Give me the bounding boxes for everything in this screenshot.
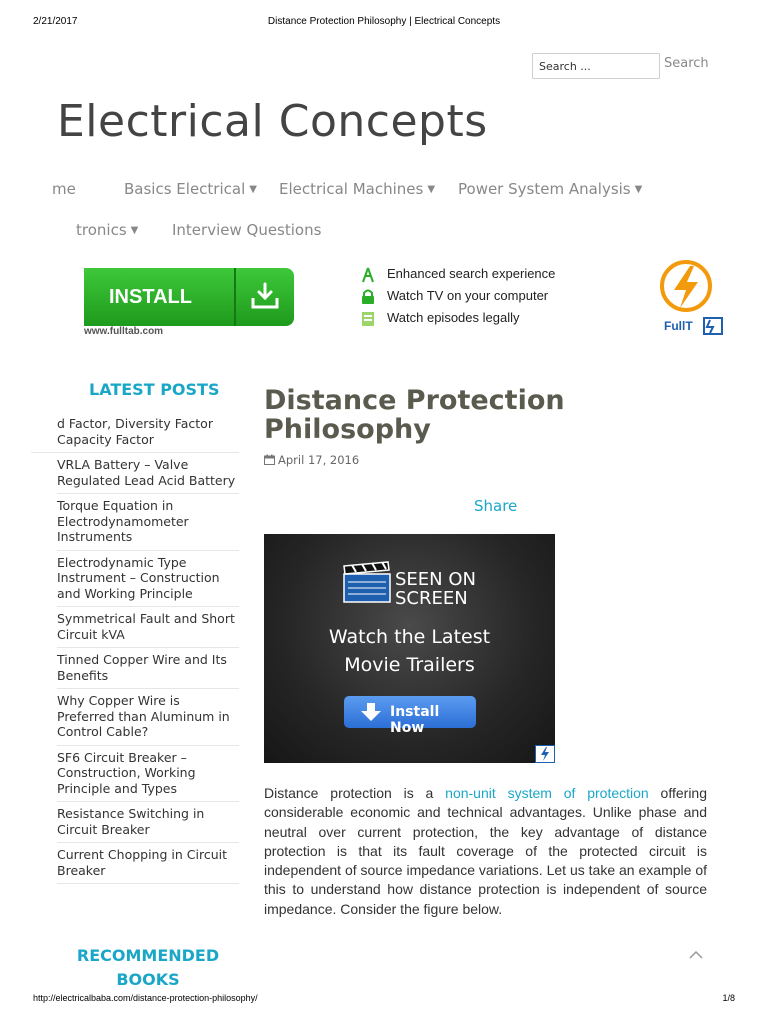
antenna-icon — [359, 267, 377, 283]
sidebar-post-item[interactable]: Symmetrical Fault and Short Circuit kVA — [57, 607, 239, 648]
sidebar-post-item[interactable]: Why Copper Wire is Preferred than Aluminum in Control Cable? — [57, 689, 239, 746]
nav-item-electronics[interactable]: tronics ▼ — [76, 221, 139, 239]
calendar-icon — [264, 454, 275, 465]
sidebar-post-item[interactable]: SF6 Circuit Breaker – Construction, Working Principle and Types — [57, 746, 239, 803]
ad-feature-search: Enhanced search experience — [359, 266, 555, 283]
article-title: Distance Protection Philosophy — [264, 385, 565, 445]
fullt-mini-icon — [535, 745, 555, 763]
install-now-button[interactable]: Install Now — [344, 696, 476, 728]
print-footer-url: http://electricalbaba.com/distance-protection-philosophy/ — [33, 993, 258, 1003]
non-unit-protection-link[interactable]: non-unit system of protection — [445, 785, 649, 801]
latest-posts-heading: LATEST POSTS — [89, 380, 220, 399]
ad-feature-episodes: Watch episodes legally — [359, 310, 519, 327]
seen-on-screen-brand: SEEN ON SCREEN — [395, 569, 476, 609]
sidebar-post-item[interactable]: Resistance Switching in Circuit Breaker — [57, 802, 239, 843]
print-page-number: 1/8 — [722, 993, 735, 1003]
nav-item-power-system-analysis[interactable]: Power System Analysis ▼ — [458, 180, 643, 198]
caret-down-icon: ▼ — [427, 184, 436, 195]
document-icon — [359, 311, 377, 327]
down-arrow-icon — [360, 702, 382, 722]
print-title: Distance Protection Philosophy | Electrical Concepts — [267, 16, 501, 27]
search-input[interactable] — [532, 53, 660, 79]
caret-down-icon: ▼ — [634, 184, 643, 195]
caret-down-icon: ▼ — [249, 184, 257, 195]
clapperboard-icon — [342, 560, 392, 604]
caret-down-icon: ▼ — [130, 225, 139, 236]
site-title-wrap — [57, 96, 760, 160]
main-nav-row-1 — [52, 180, 724, 206]
install-button-label: INSTALL — [109, 286, 192, 308]
video-ad-headline: Watch the Latest Movie Trailers — [328, 626, 491, 676]
lock-icon — [359, 289, 377, 305]
seen-on-screen-ad[interactable] — [264, 534, 555, 763]
sidebar-post-item[interactable]: Torque Equation in Electrodynamometer Instruments — [57, 494, 239, 551]
sidebar-post-item[interactable]: VRLA Battery – Valve Regulated Lead Acid Battery — [57, 453, 239, 494]
ad-feature-tv: Watch TV on your computer — [359, 288, 548, 305]
sidebar-post-item[interactable]: Electrodynamic Type Instrument – Construction and Working Principle — [57, 551, 239, 608]
post-date: April 17, 2016 — [264, 453, 359, 467]
download-tray-icon — [250, 282, 280, 310]
article-intro-paragraph: Distance protection is a non-unit system of protection offering considerable economic and technical advantages. Unlike phase and neutral over current protection, the key advantage of distance protection is that its fault coverage of the protected circuit is independent of source impedance variations. Let us take an example of this to understand how distance protection is independent of source impedance. Consider the figure below. — [264, 785, 708, 917]
fulltab-url: www.fulltab.com — [84, 326, 164, 337]
site-title[interactable]: Electrical Concepts — [57, 96, 488, 147]
sidebar-post-item[interactable]: Tinned Copper Wire and Its Benefits — [57, 648, 239, 689]
search-button[interactable]: Search — [664, 56, 709, 71]
recommended-books-heading: RECOMMENDED BOOKS — [76, 946, 220, 989]
nav-item-electrical-machines[interactable]: Electrical Machines ▼ — [279, 180, 436, 198]
fullt-logo — [660, 258, 724, 338]
print-date: 2/21/2017 — [33, 16, 78, 27]
sidebar-post-item[interactable]: Current Chopping in Circuit Breaker — [57, 843, 239, 884]
install-divider — [234, 268, 236, 326]
nav-item-basics-electrical[interactable]: Basics Electrical ▼ — [124, 180, 257, 198]
sidebar-post-item[interactable]: d Factor, Diversity Factor Capacity Factor — [31, 412, 239, 453]
main-nav-row-2 — [76, 221, 724, 247]
fullt-logo-text: FullT — [664, 319, 693, 333]
share-link[interactable]: Share — [474, 497, 518, 515]
install-button[interactable] — [84, 268, 294, 326]
fulltab-ad-banner — [84, 256, 724, 338]
latest-posts-list — [57, 412, 239, 884]
scroll-to-top-icon[interactable] — [688, 950, 704, 960]
nav-item-interview-questions[interactable]: Interview Questions — [172, 221, 322, 239]
nav-item-home[interactable]: me — [52, 180, 76, 198]
